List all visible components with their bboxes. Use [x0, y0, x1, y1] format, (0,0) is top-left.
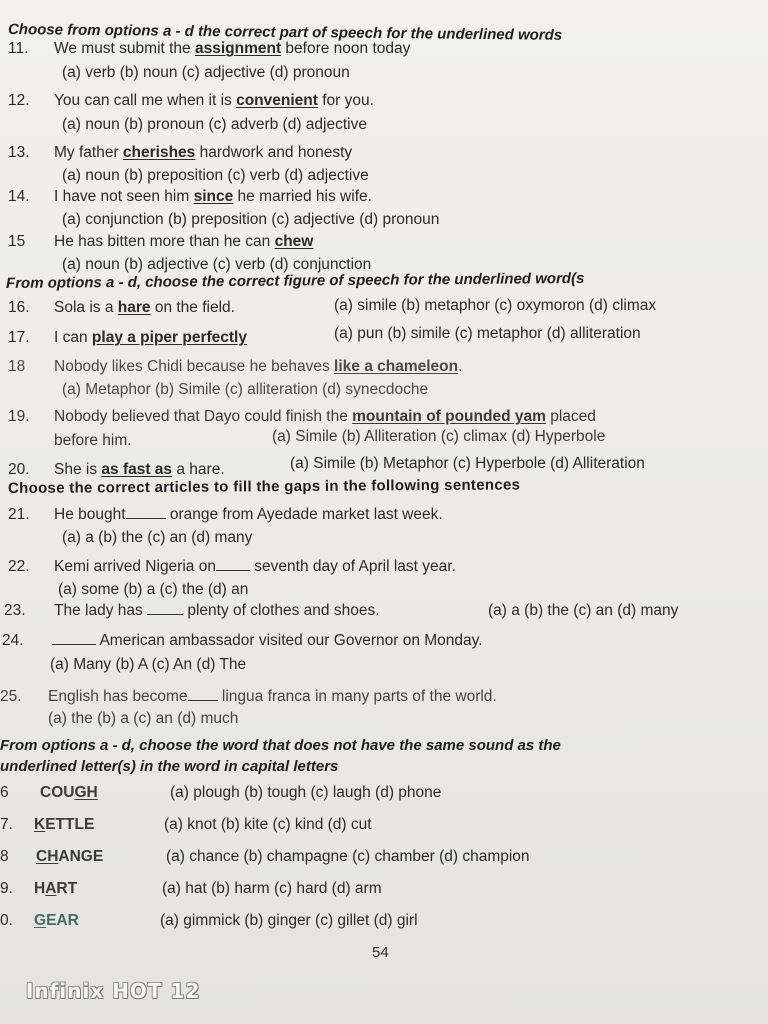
- question-30: 0. GEAR (a) gimmick (b) ginger (c) gillet (d) girl: [0, 912, 418, 929]
- capital-word: COUGH: [40, 784, 98, 801]
- options-18: (a) Metaphor (b) Simile (c) alliteration (d) synecdoche: [62, 381, 429, 398]
- question-14: 14. I have not seen him since he married his wife.: [8, 188, 372, 205]
- question-22: 22. Kemi arrived Nigeria on seventh day of April last year.: [8, 558, 456, 575]
- question-25: 25. English has become lingua franca in many parts of the world.: [0, 688, 497, 705]
- options-22: (a) some (b) a (c) the (d) an: [58, 581, 249, 598]
- question-19: 19. Nobody believed that Dayo could finish the mountain of pounded yam placed: [8, 408, 596, 425]
- options-11: (a) verb (b) noun (c) adjective (d) pronoun: [62, 64, 350, 81]
- question-21: 21. He bought orange from Ayedade market last week.: [8, 506, 443, 523]
- underlined-word: like a chameleon: [334, 358, 459, 375]
- options-19: (a) Simile (b) Alliteration (c) climax (d) Hyperbole: [272, 428, 606, 445]
- options-14: (a) conjunction (b) preposition (c) adjective (d) pronoun: [62, 211, 440, 228]
- section-header-figures-of-speech: From options a - d, choose the correct figure of speech for the underlined word(s: [5, 269, 585, 292]
- page-number: 54: [372, 944, 389, 961]
- section-header-sounds-cont: underlined letter(s) in the word in capital letters: [0, 758, 339, 775]
- answer-blank: [52, 632, 96, 645]
- capital-word: GEAR: [34, 912, 79, 929]
- question-16: 16. Sola is a hare on the field.: [8, 299, 235, 316]
- options-21: (a) a (b) the (c) an (d) many: [62, 529, 253, 546]
- question-24: 24. American ambassador visited our Governor on Monday.: [2, 632, 483, 649]
- question-27: 7. KETTLE (a) knot (b) kite (c) kind (d) cut: [0, 816, 372, 833]
- answer-blank: [188, 688, 218, 701]
- capital-word: HART: [34, 880, 78, 897]
- underlined-word: hare: [117, 299, 151, 316]
- question-20: 20. She is as fast as a hare.: [8, 461, 225, 478]
- underlined-word: since: [193, 188, 234, 205]
- section-header-sounds: From options a - d, choose the word that does not have the same sound as the: [0, 737, 561, 754]
- section-header-articles: Choose the correct articles to fill the gaps in the following sentences: [7, 476, 521, 497]
- options-15: (a) noun (b) adjective (c) verb (d) conjunction: [62, 256, 372, 273]
- question-28: 8 CHANGE (a) chance (b) champagne (c) chamber (d) champion: [0, 848, 530, 865]
- capital-word: CHANGE: [36, 848, 104, 865]
- options-23: (a) a (b) the (c) an (d) many: [488, 602, 679, 619]
- options-16: (a) simile (b) metaphor (c) oxymoron (d) climax: [334, 297, 657, 314]
- underlined-word: cherishes: [122, 144, 196, 161]
- question-23: 23. The lady has plenty of clothes and shoes.: [4, 602, 380, 619]
- capital-word: KETTLE: [34, 816, 95, 833]
- options-13: (a) noun (b) preposition (c) verb (d) adjective: [62, 167, 369, 184]
- underlined-word: play a piper perfectly: [91, 329, 247, 346]
- underlined-word: mountain of pounded yam: [352, 408, 546, 425]
- options-25: (a) the (b) a (c) an (d) much: [48, 710, 239, 727]
- underlined-word: assignment: [194, 40, 282, 57]
- options-24: (a) Many (b) A (c) An (d) The: [50, 656, 247, 673]
- answer-blank: [216, 558, 250, 571]
- question-17: 17. I can play a piper perfectly: [8, 329, 247, 346]
- camera-watermark: Infinix HOT 12: [26, 979, 201, 1003]
- underlined-word: chew: [274, 233, 314, 250]
- question-15: 15 He has bitten more than he can chew: [8, 233, 314, 250]
- section-header-parts-of-speech: Choose from options a - d the correct part of speech for the underlined words: [7, 21, 563, 44]
- options-17: (a) pun (b) simile (c) metaphor (d) alliteration: [334, 325, 641, 342]
- underlined-word: as fast as: [101, 461, 173, 478]
- underlined-word: convenient: [236, 92, 318, 109]
- question-26: 6 COUGH (a) plough (b) tough (c) laugh (d) phone: [0, 784, 442, 801]
- question-11: 11. We must submit the assignment before noon today: [8, 40, 411, 57]
- answer-blank: [147, 602, 183, 615]
- answer-blank: [126, 506, 166, 519]
- question-13: 13. My father cherishes hardwork and honesty: [8, 144, 353, 161]
- question-19-cont: before him.: [54, 432, 132, 449]
- question-18: 18 Nobody likes Chidi because he behaves like a chameleon.: [8, 358, 463, 375]
- question-12: 12. You can call me when it is convenient for you.: [8, 92, 374, 109]
- options-20: (a) Simile (b) Metaphor (c) Hyperbole (d) Alliteration: [290, 455, 645, 472]
- options-12: (a) noun (b) pronoun (c) adverb (d) adjective: [62, 116, 367, 133]
- question-29: 9. HART (a) hat (b) harm (c) hard (d) arm: [0, 880, 382, 897]
